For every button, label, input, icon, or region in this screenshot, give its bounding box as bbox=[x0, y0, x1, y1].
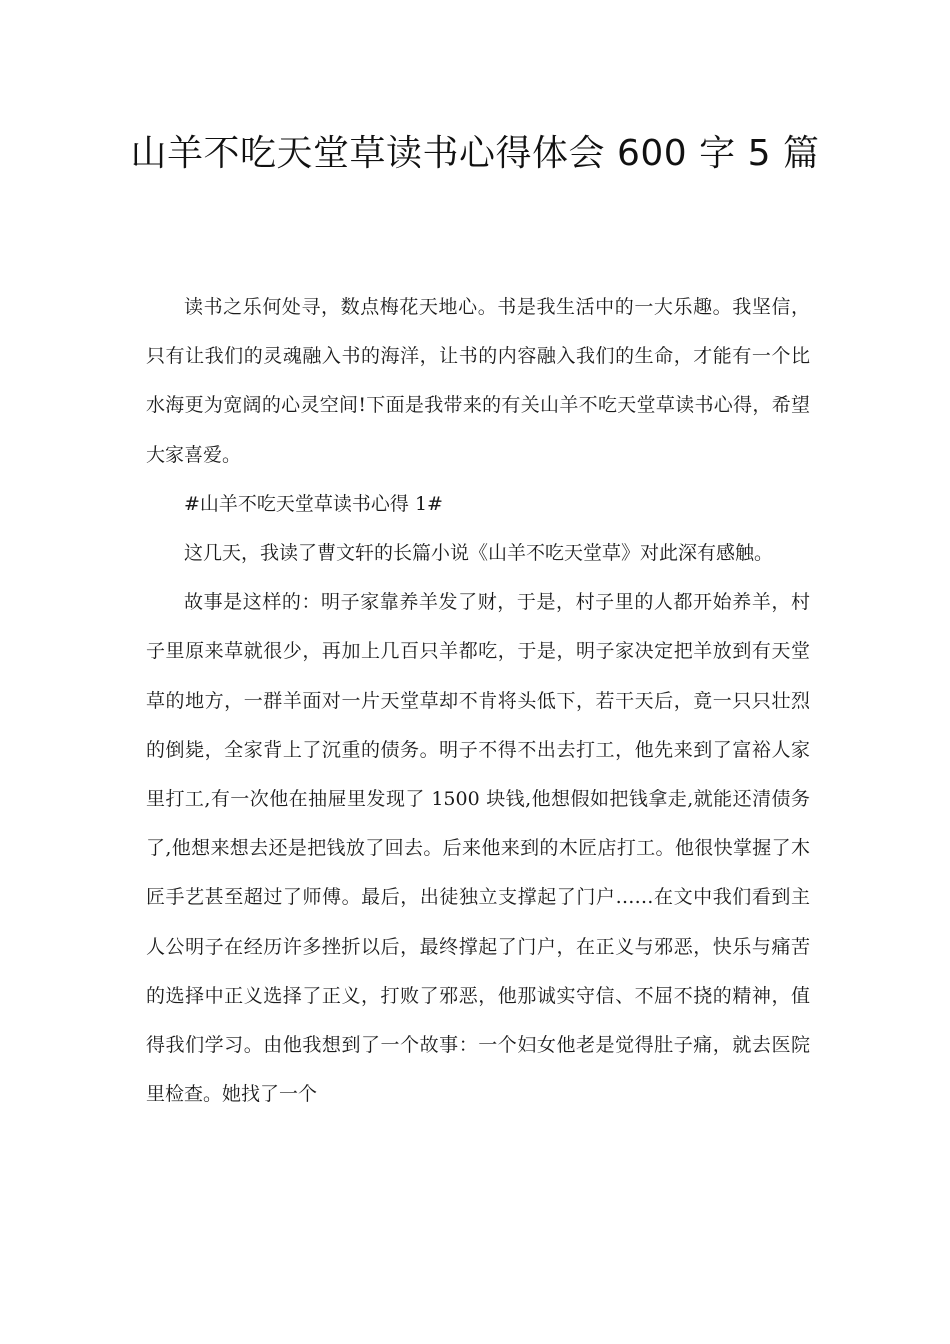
section-heading: #山羊不吃天堂草读书心得 1# bbox=[184, 492, 443, 515]
body-paragraph: 故事是这样的：明子家靠养羊发了财，于是，村子里的人都开始养羊，村子里原来草就很少，再加上几百只羊都吃，于是，明子家决定把羊放到有天堂草的地方，一群羊面对一片天堂草却不肯将头低下，若干天后，竟一只只壮烈的倒毙，全家背上了沉重的债务。明子不得不出去打工，他先来到了富裕人家里打工,有一次他在抽屉里发现了 1500 块钱,他想假如把钱拿走,就能还清债务了,他想来想去还是把钱放了回去。后来他来到的木匠店打工。他很快掌握了木匠手艺甚至超过了师傅。最后，出徒独立支撑起了门户……在文中我们看到主人公明子在经历许多挫折以后，最终撑起了门户，在正义与邪恶，快乐与痛苦的选择中正义选择了正义，打败了邪恶，他那诚实守信、不屈不挠的精神，值得我们学习。由他我想到了一个故事：一个妇女他老是觉得肚子痛，就去医院里检查。她找了一个 bbox=[146, 591, 810, 1106]
document-body bbox=[146, 283, 810, 1119]
document-title: 山羊不吃天堂草读书心得体会 600 字 5 篇 bbox=[130, 133, 820, 174]
body-paragraph: 这几天，我读了曹文轩的长篇小说《山羊不吃天堂草》对此深有感触。 bbox=[184, 542, 774, 565]
intro-paragraph: 读书之乐何处寻，数点梅花天地心。书是我生活中的一大乐趣。我坚信，只有让我们的灵魂融入书的海洋，让书的内容融入我们的生命，才能有一个比水海更为宽阔的心灵空间!下面是我带来的有关山羊不吃天堂草读书心得，希望大家喜爱。 bbox=[146, 296, 810, 466]
